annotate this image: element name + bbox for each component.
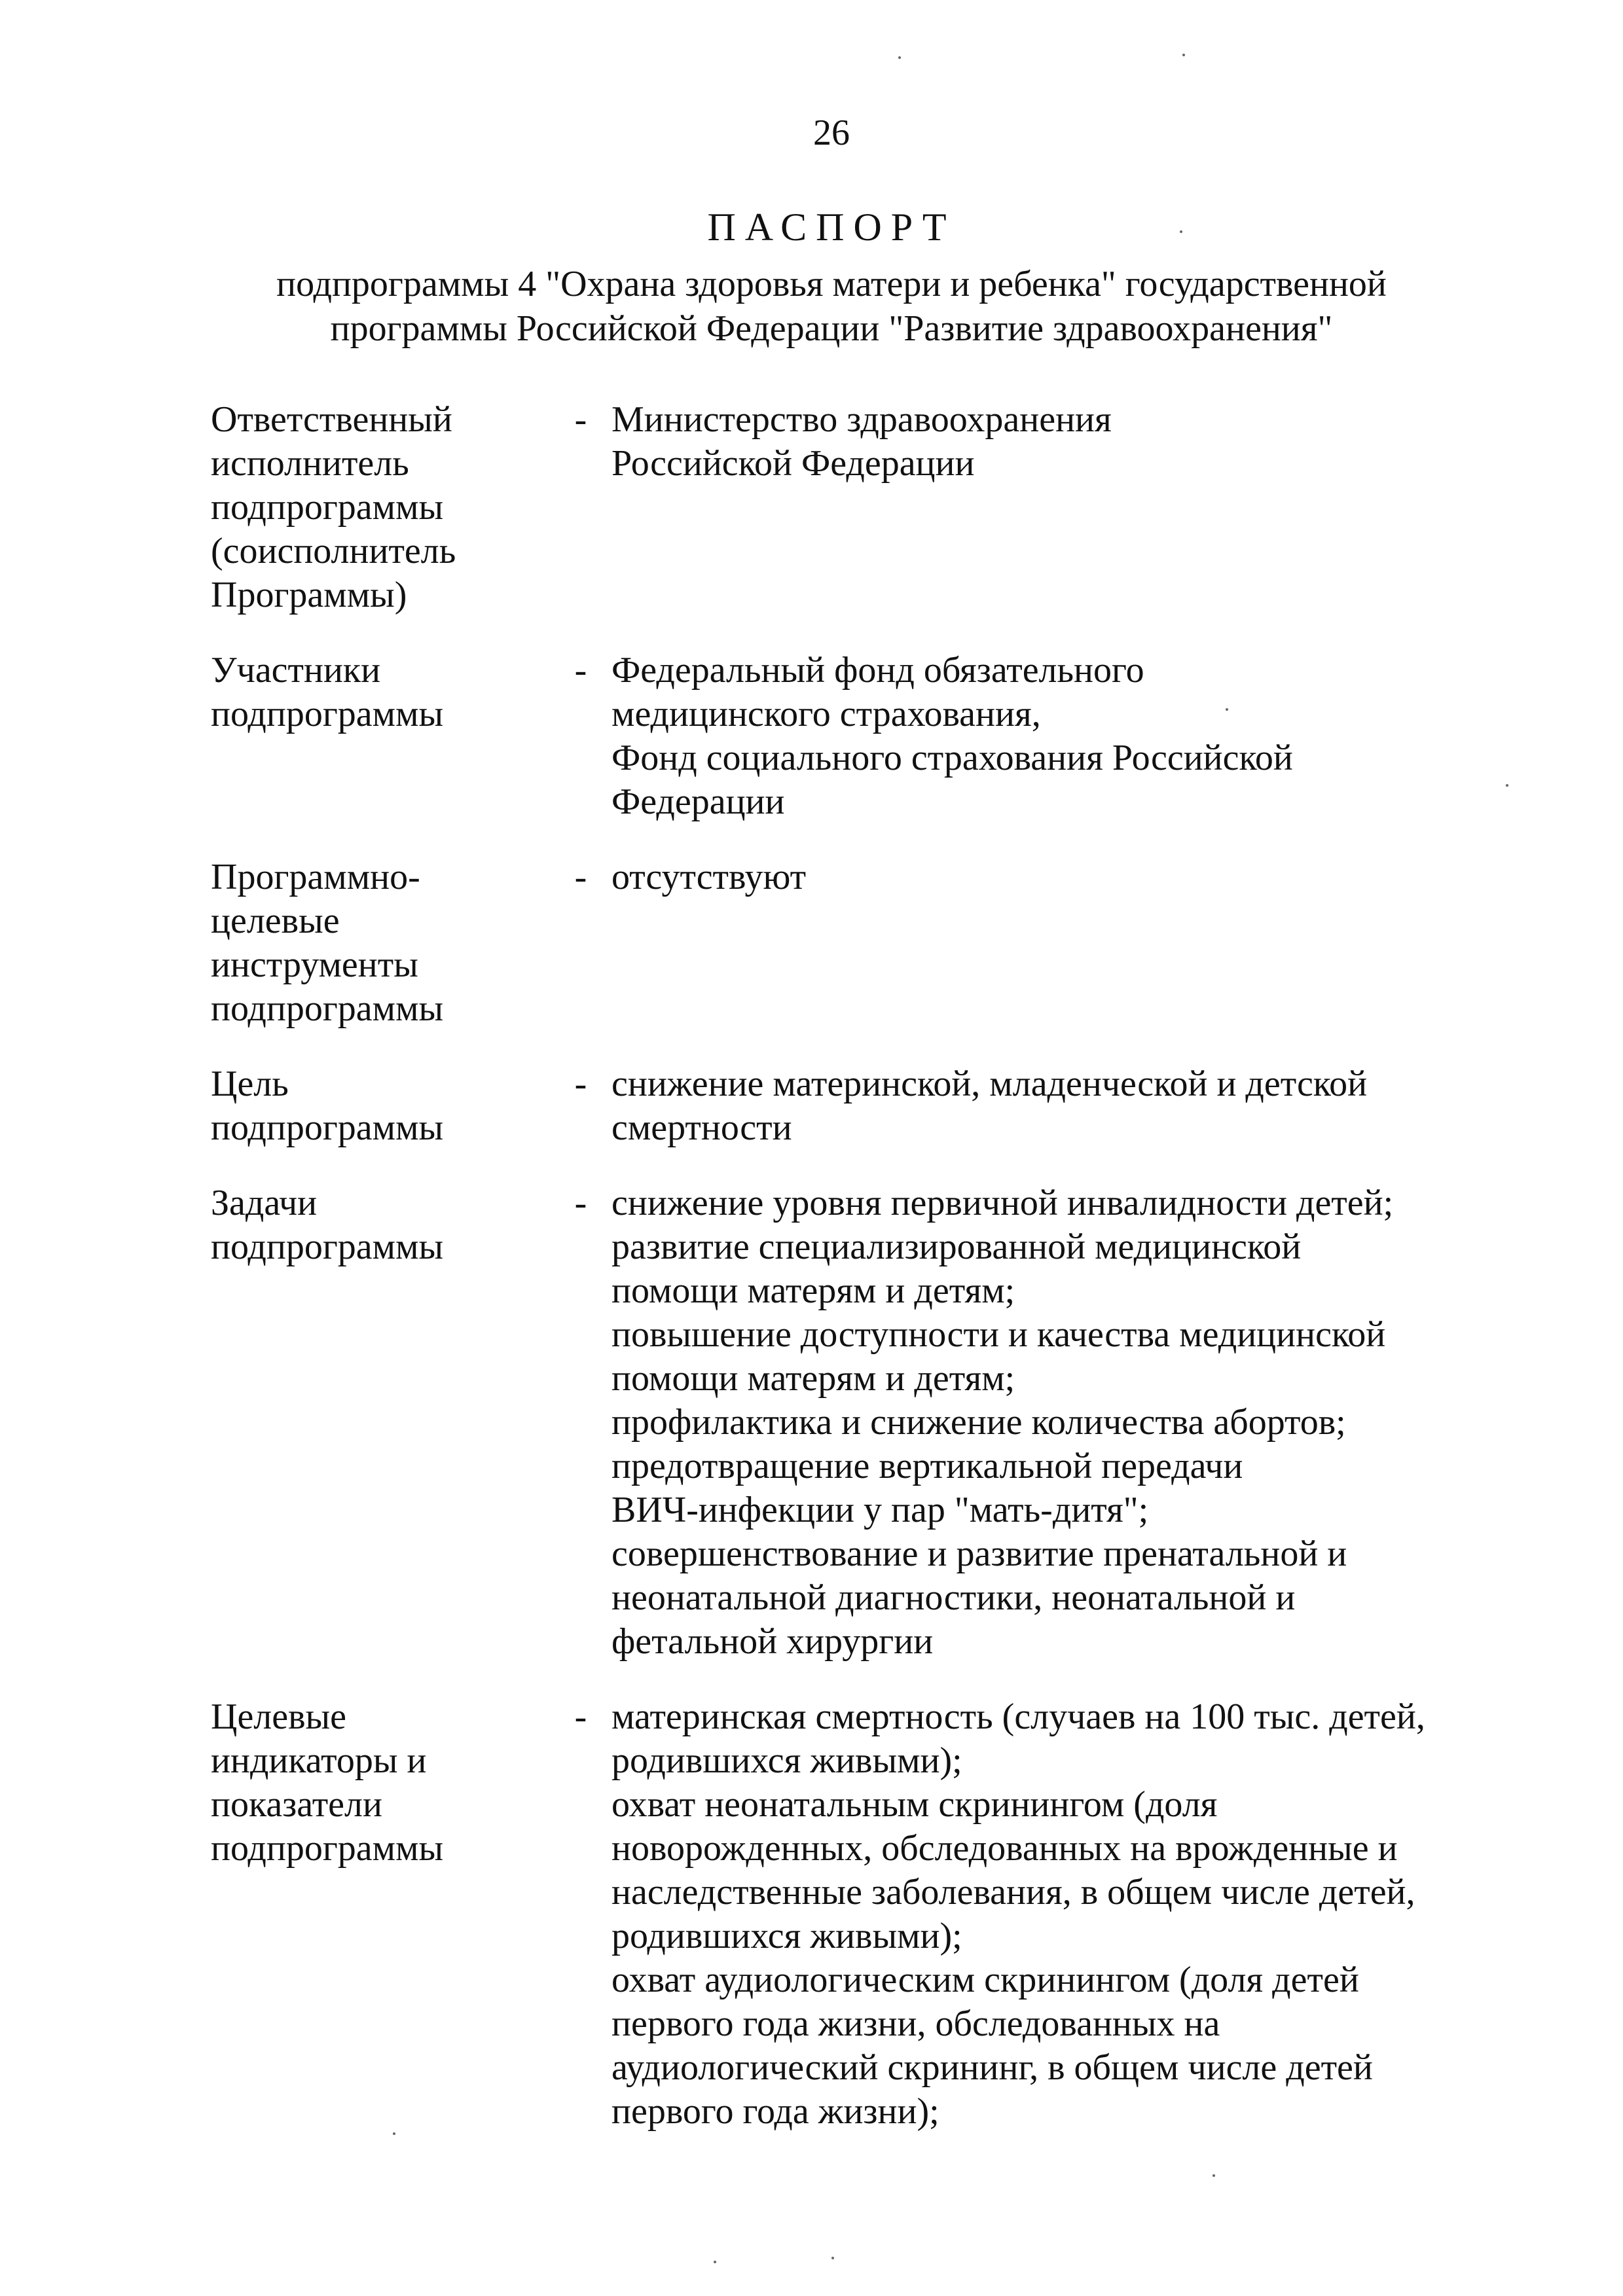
passport-row-tasks xyxy=(211,1181,1468,1664)
label-line: Программно- xyxy=(211,857,420,897)
passport-row-responsible-executor xyxy=(211,398,1468,617)
row-label xyxy=(211,398,551,617)
value-line: фетальной хирургии xyxy=(611,1621,934,1662)
value-line: Федерации xyxy=(611,781,785,822)
scan-speck xyxy=(1226,708,1228,711)
value-line: материнская смертность (случаев на 100 тыс. детей, xyxy=(611,1696,1425,1737)
row-dash: - xyxy=(574,857,587,897)
value-line: совершенствование и развитие пренатальной и xyxy=(611,1534,1347,1574)
page-number: 26 xyxy=(813,113,850,153)
row-dash: - xyxy=(574,1064,587,1104)
row-label xyxy=(211,855,551,1031)
label-line: Целевые xyxy=(211,1696,347,1737)
value-line: новорожденных, обследованных на врожденные и xyxy=(611,1828,1398,1869)
label-line: исполнитель xyxy=(211,443,409,484)
value-line: неонатальной диагностики, неонатальной и xyxy=(611,1577,1296,1618)
value-line: предотвращение вертикальной передачи xyxy=(611,1446,1243,1486)
scan-speck xyxy=(1180,230,1182,233)
passport-row-goal xyxy=(211,1062,1468,1150)
scan-speck xyxy=(1213,2174,1215,2177)
value-line: профилактика и снижение количества абортов; xyxy=(611,1402,1346,1443)
value-line: помощи матерям и детям; xyxy=(611,1358,1015,1399)
label-line: Задачи xyxy=(211,1183,318,1223)
label-line: подпрограммы xyxy=(211,1227,444,1267)
scan-speck xyxy=(393,2132,395,2135)
row-value xyxy=(604,1695,1468,2134)
label-line: целевые xyxy=(211,901,340,941)
document-title: ПАСПОРТ xyxy=(707,206,956,249)
scan-speck xyxy=(714,2261,716,2263)
label-line: Ответственный xyxy=(211,399,452,440)
value-line: Федеральный фонд обязательного xyxy=(611,650,1144,691)
row-value xyxy=(604,1181,1468,1664)
row-value xyxy=(604,855,1468,899)
row-label xyxy=(211,1181,551,1269)
label-line: Цель xyxy=(211,1064,289,1104)
passport-row-program-tools xyxy=(211,855,1468,1031)
label-line: индикаторы и xyxy=(211,1740,427,1781)
value-line: Министерство здравоохранения xyxy=(611,399,1112,440)
label-line: Программы) xyxy=(211,575,407,615)
value-line: первого года жизни); xyxy=(611,2091,939,2132)
label-line: показатели xyxy=(211,1784,382,1825)
row-value xyxy=(604,398,1468,486)
value-line: снижение уровня первичной инвалидности детей; xyxy=(611,1183,1394,1223)
passport-row-participants xyxy=(211,649,1468,824)
row-value xyxy=(604,649,1468,824)
value-line: смертности xyxy=(611,1107,792,1148)
scan-speck xyxy=(1182,54,1185,56)
label-line: (соисполнитель xyxy=(211,531,456,571)
value-line: ВИЧ-инфекции у пар "мать-дитя"; xyxy=(611,1490,1149,1530)
label-line: подпрограммы xyxy=(211,988,444,1029)
row-dash: - xyxy=(574,1183,587,1223)
row-dash: - xyxy=(574,1696,587,1737)
label-line: подпрограммы xyxy=(211,1828,444,1869)
value-line: наследственные заболевания, в общем числе детей, xyxy=(611,1872,1415,1912)
row-dash: - xyxy=(574,650,587,691)
value-line: отсутствуют xyxy=(611,857,807,897)
label-line: подпрограммы xyxy=(211,487,444,528)
row-label xyxy=(211,1062,551,1150)
document-subtitle xyxy=(196,262,1467,351)
value-line: первого года жизни, обследованных на xyxy=(611,2003,1220,2044)
label-line: подпрограммы xyxy=(211,694,444,734)
value-line: повышение доступности и качества медицинской xyxy=(611,1314,1386,1355)
value-line: родившихся живыми); xyxy=(611,1916,962,1956)
subtitle-line: программы Российской Федерации "Развитие здравоохранения" xyxy=(330,308,1333,349)
passport-row-target-indicators xyxy=(211,1695,1468,2134)
value-line: помощи матерям и детям; xyxy=(611,1270,1015,1311)
value-line: Российской Федерации xyxy=(611,443,975,484)
value-line: охват неонатальным скринингом (доля xyxy=(611,1784,1218,1825)
row-value xyxy=(604,1062,1468,1150)
scan-speck xyxy=(898,56,901,59)
label-line: подпрограммы xyxy=(211,1107,444,1148)
value-line: развитие специализированной медицинской xyxy=(611,1227,1302,1267)
row-label xyxy=(211,649,551,736)
subtitle-line: подпрограммы 4 "Охрана здоровья матери и ребенка" государственной xyxy=(276,264,1387,304)
value-line: родившихся живыми); xyxy=(611,1740,962,1781)
row-label xyxy=(211,1695,551,1871)
value-line: Фонд социального страхования Российской xyxy=(611,738,1293,778)
passport-table xyxy=(211,398,1468,2134)
value-line: охват аудиологическим скринингом (доля детей xyxy=(611,1960,1359,2000)
row-dash: - xyxy=(574,399,587,440)
value-line: медицинского страхования, xyxy=(611,694,1041,734)
label-line: инструменты xyxy=(211,944,418,985)
label-line: Участники xyxy=(211,650,381,691)
value-line: аудиологический скрининг, в общем числе детей xyxy=(611,2047,1373,2088)
value-line: снижение материнской, младенческой и детской xyxy=(611,1064,1368,1104)
scan-speck xyxy=(1506,784,1508,787)
scan-speck xyxy=(831,2257,834,2259)
